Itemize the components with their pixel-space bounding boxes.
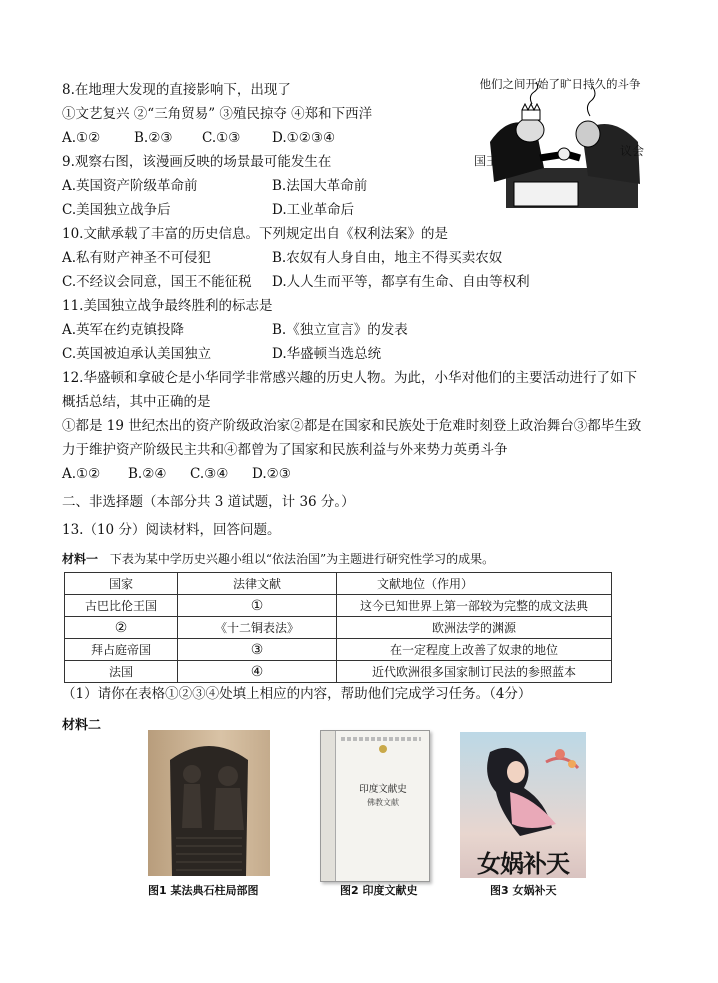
q8-option-d: D.①②③④ <box>272 130 336 146</box>
law-table <box>64 572 612 683</box>
figure1-caption: 图1 某法典石柱局部图 <box>148 884 259 897</box>
book-title: 印度文献史 <box>359 784 407 795</box>
table-cell: 《十二铜表法》 <box>178 617 337 639</box>
table-cell: 在一定程度上改善了奴隶的地位 <box>337 639 612 661</box>
figure3-caption: 图3 女娲补天 <box>490 884 557 897</box>
table-cell: 古巴比伦王国 <box>65 595 178 617</box>
q12-stem-line2: 概括总结，其中正确的是 <box>62 394 211 410</box>
q12-option-b: B.②④ <box>128 466 167 482</box>
stele-icon <box>148 730 270 876</box>
table-header: 文献地位（作用） <box>337 573 612 595</box>
q12-option-c: C.③④ <box>190 466 229 482</box>
table-cell: 拜占庭帝国 <box>65 639 178 661</box>
q11-option-a: A.英军在约克镇投降 <box>62 322 185 338</box>
q8-option-a: A.①② <box>62 130 101 146</box>
section2-title: 二、非选择题（本部分共 3 道试题，计 36 分。） <box>62 494 355 510</box>
table-cell: ② <box>65 617 178 639</box>
q11-option-c: C.英国被迫承认美国独立 <box>62 346 212 362</box>
q11-option-d: D.华盛顿当选总统 <box>272 346 382 362</box>
table-cell: 近代欧洲很多国家制订民法的参照蓝本 <box>337 661 612 683</box>
material2-label: 材料二 <box>62 718 102 733</box>
q12-option-d: D.②③ <box>252 466 291 482</box>
poster-title: 女娲补天 <box>477 849 569 878</box>
q12-items-line2: 力于维护资产阶级民主共和④都曾为了国家和民族利益与外来势力英勇斗争 <box>62 442 508 458</box>
figure2-caption: 图2 印度文献史 <box>340 884 418 897</box>
q8-items: ①文艺复兴 ②“三角贸易” ③殖民掠夺 ④郑和下西洋 <box>62 106 373 122</box>
book-emblem-icon <box>379 745 387 753</box>
q12-option-a: A.①② <box>62 466 101 482</box>
q13-sub1: （1）请你在表格①②③④处填上相应的内容，帮助他们完成学习任务。（4分） <box>62 686 532 702</box>
q9-stem: 9.观察右图，该漫画反映的场景最可能发生在 <box>62 154 332 170</box>
q10-option-d: D.人人生而平等，都享有生命、自由等权利 <box>272 274 530 290</box>
table-cell: ④ <box>178 661 337 683</box>
q9-option-a: A.英国资产阶级革命前 <box>62 178 198 194</box>
q10-option-b: B.农奴有人身自由，地主不得买卖农奴 <box>272 250 503 266</box>
q8-option-c: C.①③ <box>202 130 241 146</box>
material1-label: 材料一 <box>62 552 99 566</box>
q10-option-c: C.不经议会同意，国王不能征税 <box>62 274 252 290</box>
cartoon-king-vs-parliament <box>470 72 650 212</box>
q8-option-b: B.②③ <box>134 130 173 146</box>
figure1-stele-image <box>148 730 270 876</box>
table-cell: 法国 <box>65 661 178 683</box>
table-row <box>65 617 612 639</box>
q12-items-line1: ①都是 19 世纪杰出的资产阶级政治家②都是在国家和民族处于危难时刻登上政治舞台③都毕生致 <box>62 418 642 434</box>
q10-option-a: A.私有财产神圣不可侵犯 <box>62 250 212 266</box>
book-subtitle: 佛教文献 <box>367 798 399 807</box>
table-cell: 这今已知世界上第一部较为完整的成文法典 <box>337 595 612 617</box>
figure3-poster-image <box>460 732 586 878</box>
q9-option-c: C.美国独立战争后 <box>62 202 171 218</box>
q8-stem: 8.在地理大发现的直接影响下，出现了 <box>62 82 291 98</box>
table-header: 国家 <box>65 573 178 595</box>
table-header: 法律文献 <box>178 573 337 595</box>
figure2-book-image <box>320 730 430 882</box>
table-header-row <box>65 573 612 595</box>
q9-option-d: D.工业革命后 <box>272 202 355 218</box>
q11-stem: 11.美国独立战争最终胜利的标志是 <box>62 298 273 314</box>
table-cell: ① <box>178 595 337 617</box>
table-row <box>65 661 612 683</box>
cartoon-label-king: 国王 <box>474 154 499 168</box>
table-cell: 欧洲法学的渊源 <box>337 617 612 639</box>
table-row <box>65 639 612 661</box>
q10-stem: 10.文献承载了丰富的历史信息。下列规定出自《权利法案》的是 <box>62 226 448 242</box>
q11-option-b: B.《独立宣言》的发表 <box>272 322 408 338</box>
table-cell: ③ <box>178 639 337 661</box>
cartoon-caption: 他们之间开始了旷日持久的斗争 <box>479 77 641 91</box>
q9-option-b: B.法国大革命前 <box>272 178 368 194</box>
material1-text: 下表为某中学历史兴趣小组以“依法治国”为主题进行研究性学习的成果。 <box>109 552 495 566</box>
cartoon-label-parliament: 议会 <box>620 144 645 158</box>
q13-stem: 13.（10 分）阅读材料，回答问题。 <box>62 522 281 538</box>
q12-stem-line1: 12.华盛顿和拿破仑是小华同学非常感兴趣的历史人物。为此，小华对他们的主要活动进行了如下 <box>62 370 637 386</box>
table-row <box>65 595 612 617</box>
